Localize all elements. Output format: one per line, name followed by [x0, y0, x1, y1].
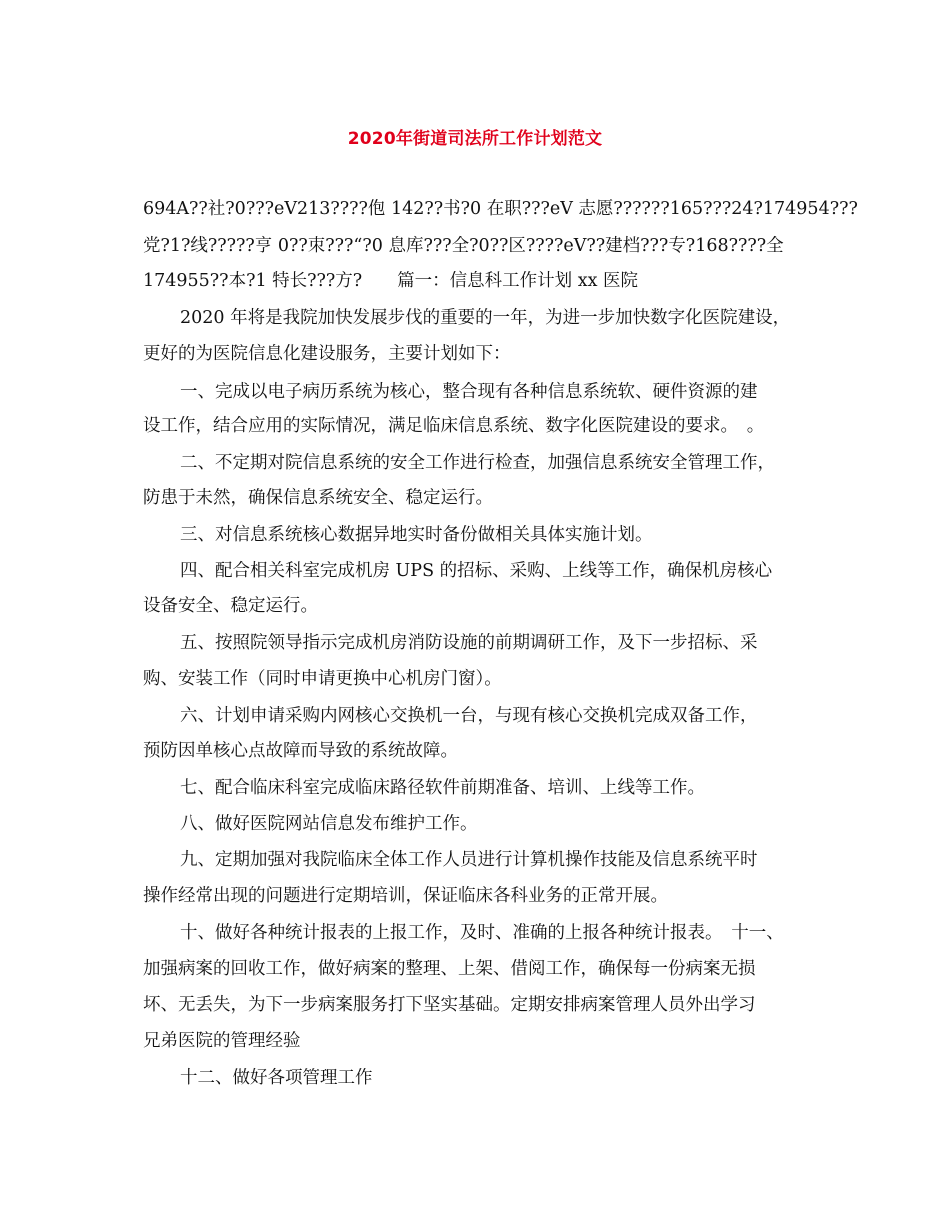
- text-line: 兄弟医院的管理经验: [143, 1031, 301, 1051]
- text-line: 174955??本?1 特长???方? 篇一：信息科工作计划 xx 医院: [143, 271, 639, 291]
- text-line: 党?1?线?????亨 0??朿???“?0 息库???全?0??区????eV??建档???专?168????全: [143, 236, 784, 256]
- paragraph-first-line: 十二、做好各项管理工作: [180, 1068, 373, 1088]
- text-line: 加强病案的回收工作，做好病案的整理、上架、借阅工作，确保每一份病案无损: [143, 959, 756, 979]
- paragraph-first-line: 五、按照院领导指示完成机房消防设施的前期调研工作，及下一步招标、采: [180, 633, 758, 653]
- paragraph-first-line: 一、完成以电子病历系统为核心，整合现有各种信息系统软、硬件资源的建: [180, 382, 758, 402]
- paragraph-first-line: 六、计划申请采购内网核心交换机一台，与现有核心交换机完成双备工作，: [180, 706, 758, 726]
- text-line: 694A??社?0???eV213????佨 142??书?0 在职???eV 志愿??????165???24?174954???: [143, 199, 858, 219]
- text-line: 坏、无丢失，为下一步病案服务打下坚实基础。定期安排病案管理人员外出学习: [143, 995, 756, 1015]
- text-line: 预防因单核心点故障而导致的系统故障。: [143, 741, 458, 761]
- paragraph-first-line: 四、配合相关科室完成机房 UPS 的招标、采购、上线等工作，确保机房核心: [180, 561, 773, 581]
- text-line: 防患于未然，确保信息系统安全、稳定运行。: [143, 488, 493, 508]
- paragraph-first-line: 七、配合临床科室完成临床路径软件前期准备、培训、上线等工作。: [180, 778, 705, 798]
- text-line: 购、安装工作（同时申请更换中心机房门窗）。: [143, 669, 502, 689]
- paragraph-first-line: 三、对信息系统核心数据异地实时备份做相关具体实施计划。: [180, 525, 653, 545]
- text-line: 设工作，结合应用的实际情况，满足临床信息系统、数字化医院建设的要求。 。: [143, 416, 765, 436]
- paragraph-first-line: 二、不定期对院信息系统的安全工作进行检查，加强信息系统安全管理工作，: [180, 453, 775, 473]
- text-line: 更好的为医院信息化建设服务，主要计划如下：: [143, 344, 511, 364]
- paragraph-first-line: 十、做好各种统计报表的上报工作，及时、准确的上报各种统计报表。 十一、: [180, 923, 784, 943]
- text-line: 设备安全、稳定运行。: [143, 596, 318, 616]
- text-line: 操作经常出现的问题进行定期培训，保证临床各科业务的正常开展。: [143, 886, 668, 906]
- document-title: 2020年街道司法所工作计划范文: [347, 129, 603, 149]
- paragraph-first-line: 九、定期加强对我院临床全体工作人员进行计算机操作技能及信息系统平时: [180, 850, 758, 870]
- paragraph-first-line: 2020 年将是我院加快发展步伐的重要的一年，为进一步加快数字化医院建设，: [180, 308, 791, 328]
- paragraph-first-line: 八、做好医院网站信息发布维护工作。: [180, 814, 478, 834]
